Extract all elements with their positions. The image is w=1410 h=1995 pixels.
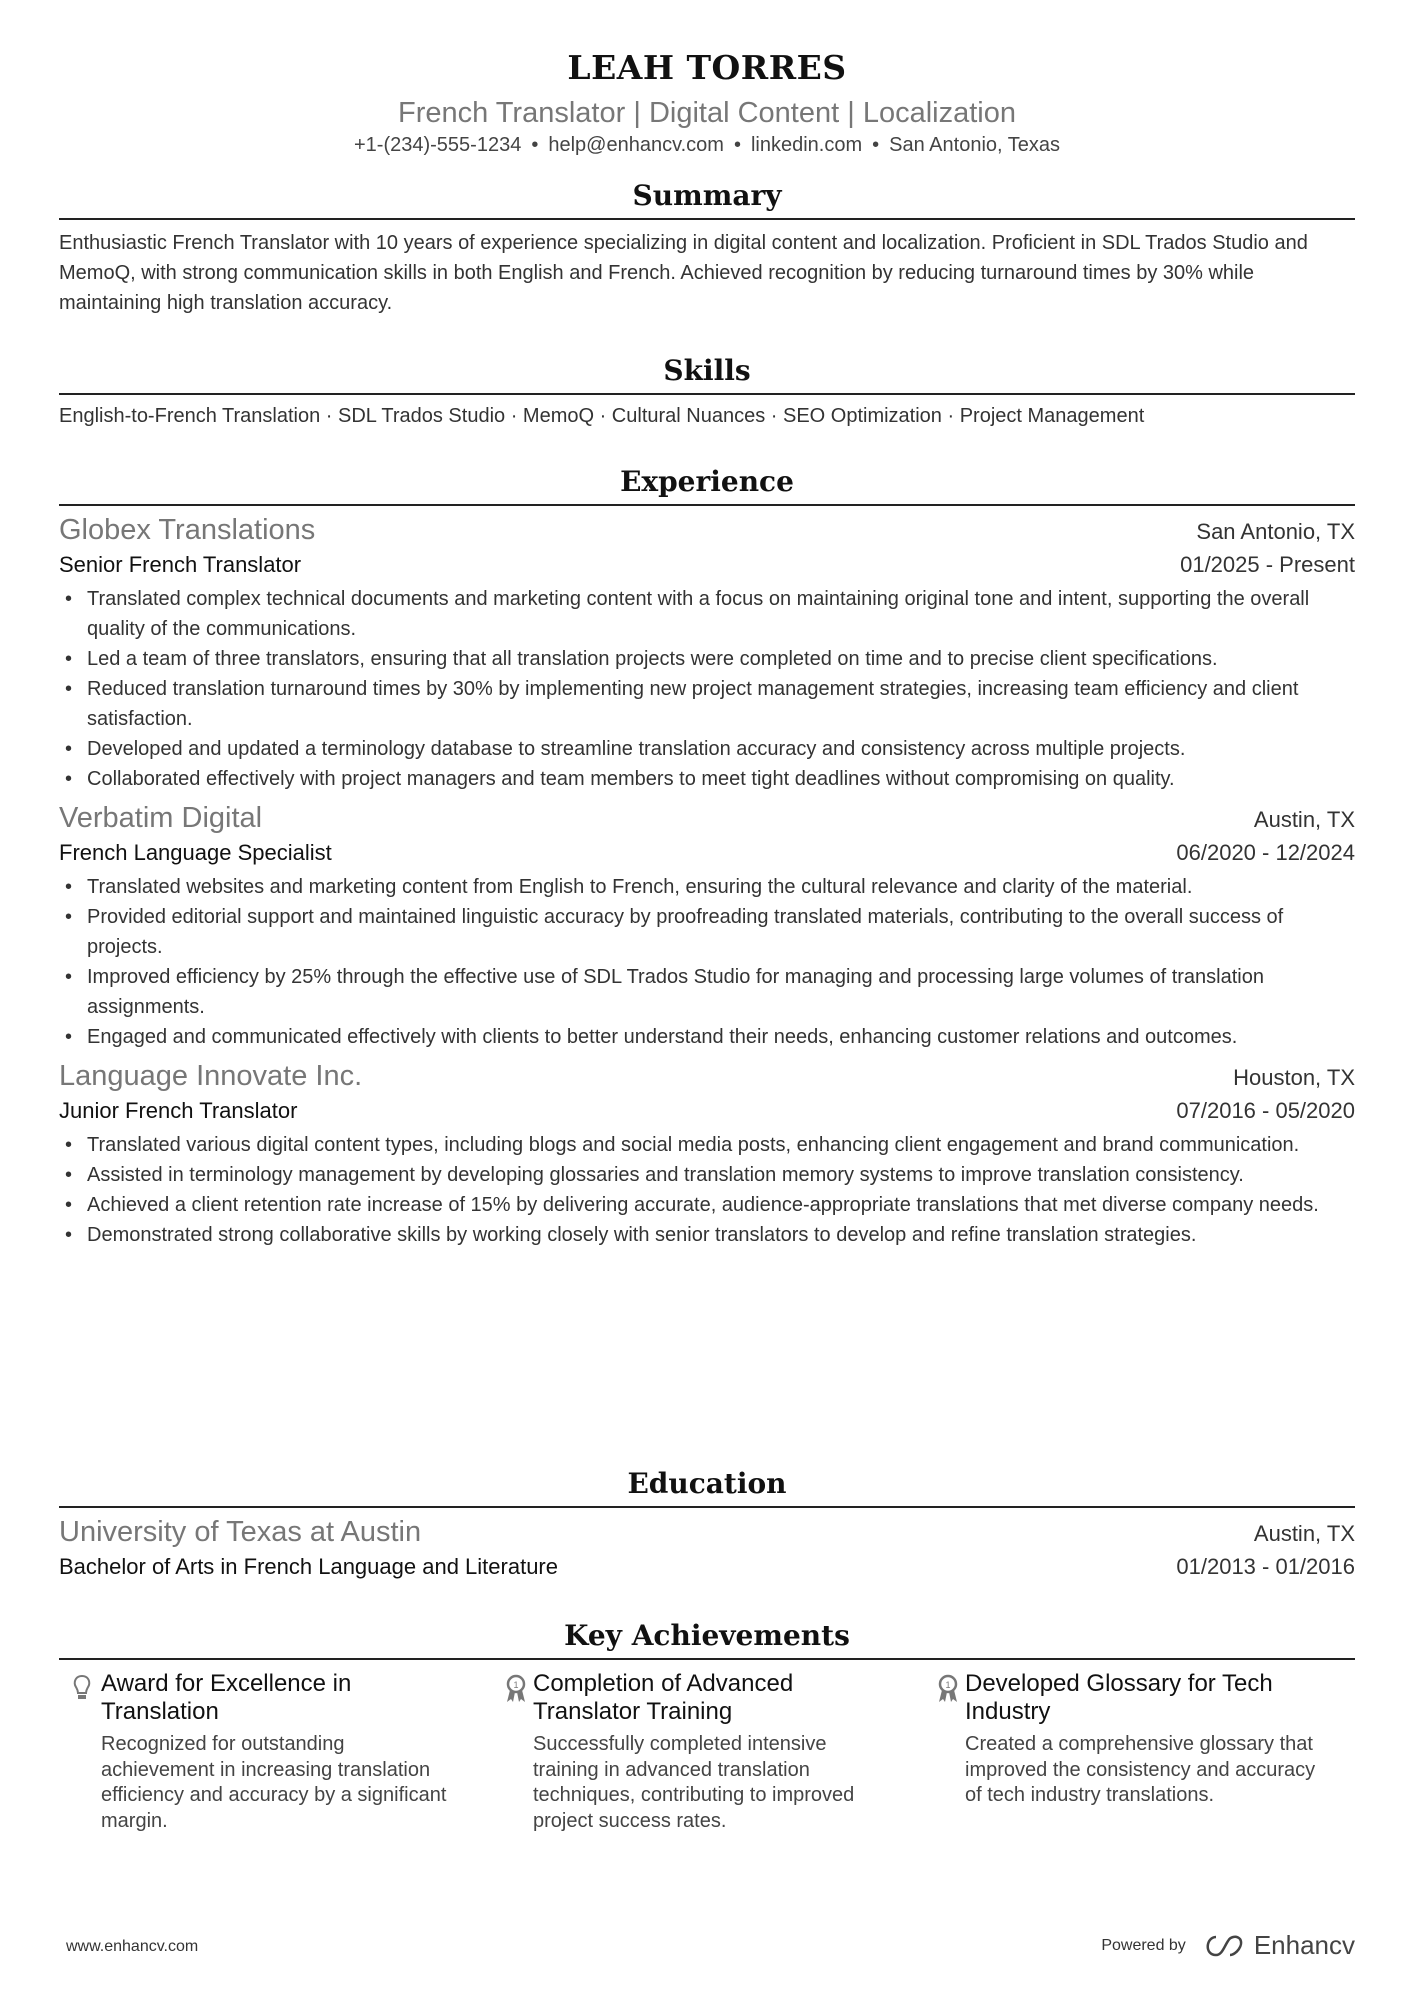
job-role-row [59,1094,1355,1128]
job-bullet: • Led a team of three translators, ensuring that all translation projects were completed on time and to precise client specifications. [59,644,1355,674]
job-bullet: • Engaged and communicated effectively with clients to better understand their needs, enhancing customer relations and outcomes. [59,1022,1355,1052]
section-heading: Summary [59,180,1355,220]
job-bullet: • Achieved a client retention rate increase of 15% by delivering accurate, audience-appropriate translations that met diverse company needs. [59,1190,1355,1220]
job-header [59,512,1355,548]
achievement-description: Created a comprehensive glossary that improved the consistency and accuracy of tech industry translations. [965,1733,1316,1806]
job-bullet: • Translated various digital content types, including blogs and social media posts, enhancing client engagement and brand communication. [59,1130,1355,1160]
experience-section [59,466,1355,1250]
job-entry [59,512,1355,794]
skills-list: English-to-French Translation · SDL Trados Studio · MemoQ · Cultural Nuances · SEO Optimization · Project Management [59,405,1145,427]
footer-branding [1101,1930,1355,1961]
job-location: San Antonio, TX [1196,519,1355,544]
job-entry [59,800,1355,1052]
title-part: French Translator [398,97,626,129]
job-bullets [59,584,1355,794]
powered-by-label: Powered by [1101,1936,1186,1954]
school-name: University of Texas at Austin [59,1516,422,1548]
job-bullet: • Reduced translation turnaround times by 30% by implementing new project management strategies, increasing team efficiency and client satisfaction. [59,674,1355,734]
brand-name: Enhancv [1253,1930,1355,1960]
candidate-title [59,97,1355,130]
degree: Bachelor of Arts in French Language and Literature [59,1554,558,1579]
job-dates: 01/2025 - Present [1180,552,1355,577]
company-name: Globex Translations [59,514,316,546]
section-heading: Education [59,1468,1355,1508]
job-bullets [59,1130,1355,1250]
job-location: Houston, TX [1233,1065,1355,1090]
contact-line [59,134,1355,157]
bullet-separator: • [733,134,741,156]
achievements-section [59,1620,1355,1834]
job-entry [59,1058,1355,1250]
school-location: Austin, TX [1253,1521,1355,1546]
job-bullet: • Demonstrated strong collaborative skills by working closely with senior translators to develop and refine translation strategies. [59,1220,1355,1250]
enhancv-logo-icon [1202,1933,1246,1959]
achievement-description: Successfully completed intensive training in advanced translation techniques, contributing to improved project success rates. [533,1733,855,1832]
title-part: Localization [862,97,1016,129]
company-name: Verbatim Digital [59,802,263,834]
job-dates: 07/2016 - 05/2020 [1176,1098,1355,1123]
job-dates: 06/2020 - 12/2024 [1176,840,1355,865]
achievement-item [491,1670,923,1834]
job-title: Senior French Translator [59,552,302,577]
candidate-name: LEAH TORRES [567,48,847,87]
lightbulb-icon [59,1670,101,1834]
title-part: Digital Content [648,97,840,129]
education-section [59,1468,1355,1584]
phone: +1-(234)-555-1234 [353,134,522,156]
job-bullet: • Provided editorial support and maintained linguistic accuracy by proofreading translated materials, contributing to the overall success of projects. [59,902,1355,962]
education-details [59,1550,1355,1584]
award-ribbon-icon [491,1670,533,1834]
achievement-title: Developed Glossary for Tech Industry [965,1670,1273,1725]
education-header [59,1514,1355,1550]
award-ribbon-icon [923,1670,965,1834]
title-separator: | [847,97,855,129]
enhancv-logo[interactable] [1202,1930,1355,1961]
job-bullet: • Improved efficiency by 25% through the effective use of SDL Trados Studio for managing and processing large volumes of translation assignments. [59,962,1355,1022]
footer-website[interactable]: www.enhancv.com [66,1938,199,1955]
achievement-title: Completion of Advanced Translator Training [533,1670,794,1725]
achievement-description: Recognized for outstanding achievement in increasing translation efficiency and accuracy by a significant margin. [101,1733,447,1832]
achievement-title: Award for Excellence in Translation [101,1670,352,1725]
education-dates: 01/2013 - 01/2016 [1176,1554,1355,1579]
job-title: Junior French Translator [59,1098,298,1123]
section-heading: Experience [59,466,1355,506]
job-location: Austin, TX [1253,807,1355,832]
company-name: Language Innovate Inc. [59,1060,363,1092]
job-header [59,1058,1355,1094]
email-link[interactable]: help@enhancv.com [548,134,724,156]
location: San Antonio, Texas [889,134,1061,156]
svg-text:1: 1 [945,1680,951,1690]
achievement-item [59,1670,491,1834]
job-bullet: • Developed and updated a terminology database to streamline translation accuracy and consistency across multiple projects. [59,734,1355,764]
section-heading: Key Achievements [59,1620,1355,1660]
job-bullet: • Translated websites and marketing content from English to French, ensuring the cultural relevance and clarity of the material. [59,872,1355,902]
skills-section [59,355,1355,431]
job-bullet: • Assisted in terminology management by developing glossaries and translation memory systems to improve translation consistency. [59,1160,1355,1190]
svg-text:1: 1 [513,1680,519,1690]
job-bullet: • Collaborated effectively with project managers and team members to meet tight deadlines without compromising on quality. [59,764,1355,794]
job-bullet: • Translated complex technical documents and marketing content with a focus on maintaining original tone and intent, supporting the overall quality of the communications. [59,584,1355,644]
job-role-row [59,836,1355,870]
summary-text: Enthusiastic French Translator with 10 years of experience specializing in digital content and localization. Proficient in SDL Trados Studio and MemoQ, with strong communication skills in both English and French. Achieved recognition by reducing turnaround times by 30% while maintaining high translation accuracy. [59,232,1308,314]
job-bullets [59,872,1355,1052]
linkedin-link[interactable]: linkedin.com [750,134,863,156]
summary-section [59,180,1355,318]
job-header [59,800,1355,836]
bullet-separator: • [872,134,880,156]
title-separator: | [633,97,641,129]
job-role-row [59,548,1355,582]
job-title: French Language Specialist [59,840,332,865]
achievement-item [923,1670,1355,1834]
section-heading: Skills [59,355,1355,395]
bullet-separator: • [531,134,539,156]
